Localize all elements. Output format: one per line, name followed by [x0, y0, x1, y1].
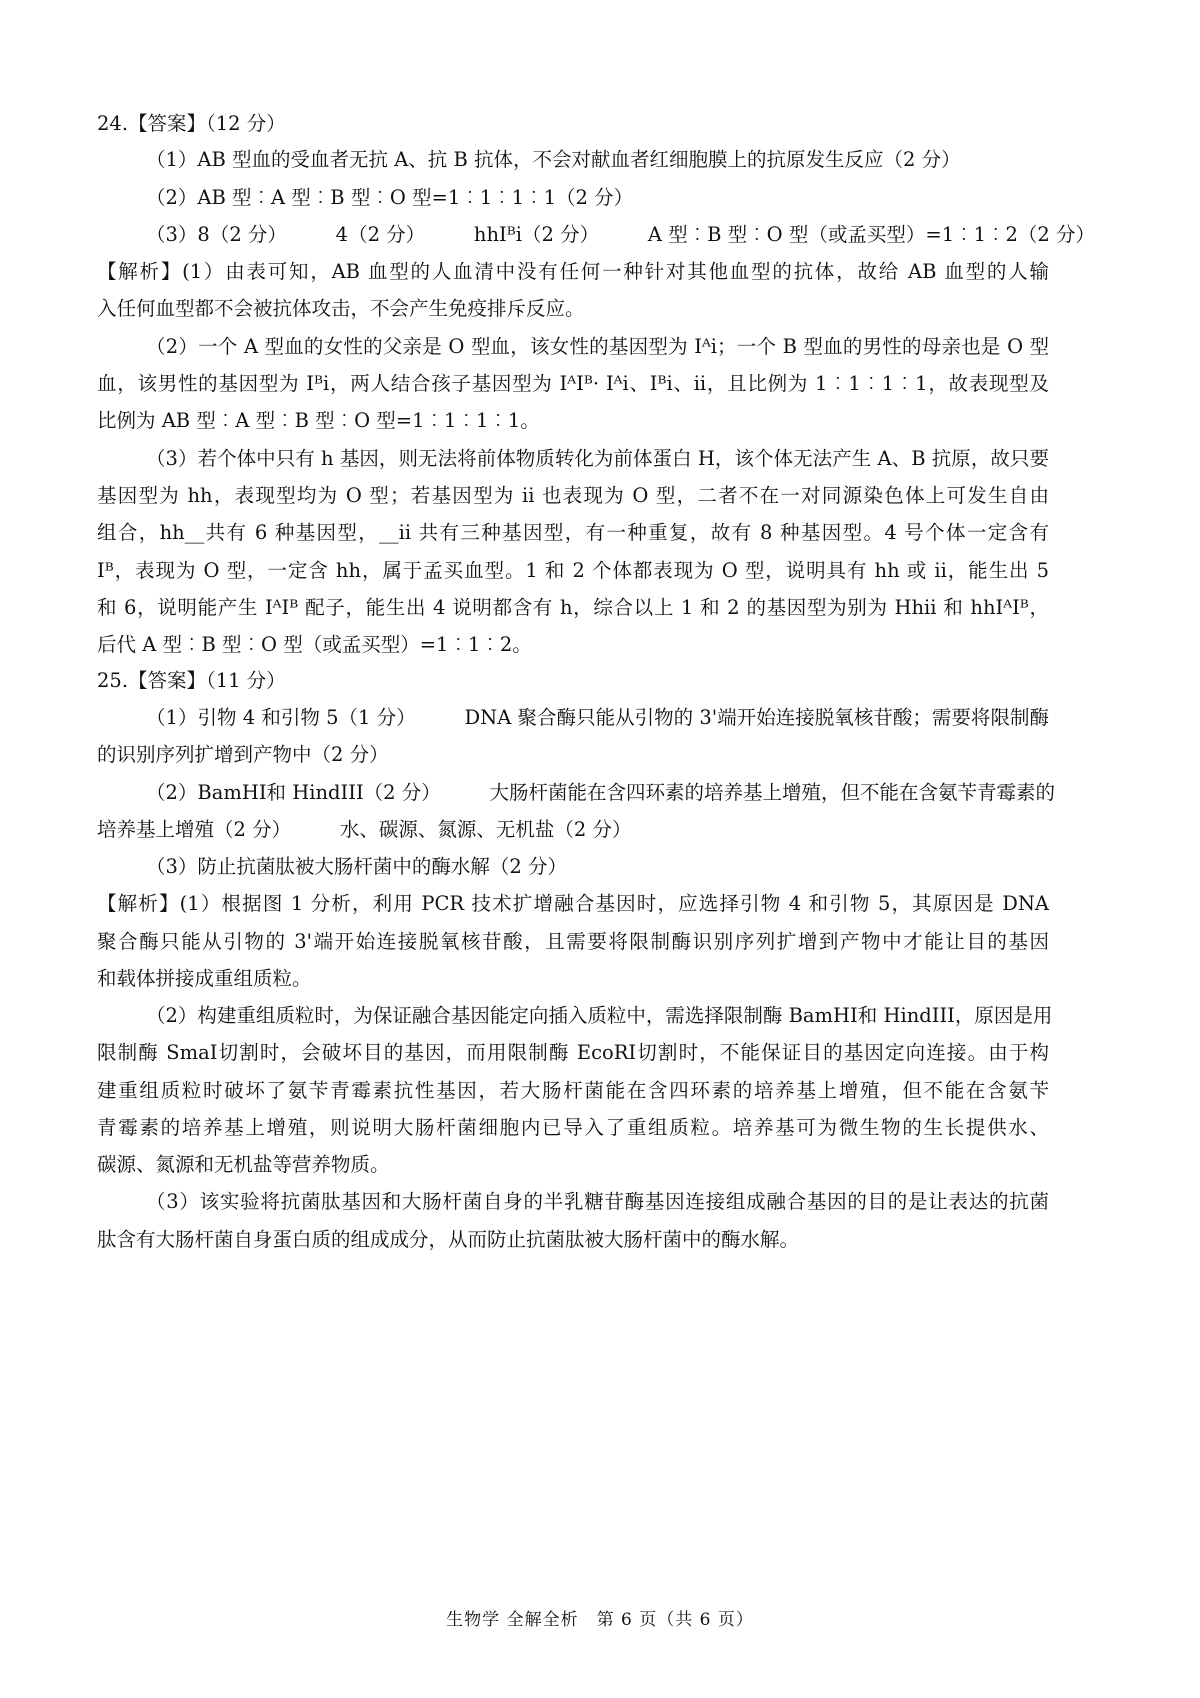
q25-analysis-3-line-2: 肽含有大肠杆菌自身蛋白质的组成成分，从而防止抗菌肽被大肠杆菌中的酶水解。 — [97, 1228, 800, 1251]
q24-analysis-3-line-2: 基因型为 hh，表现型均为 O 型；若基因型为 ii 也表现为 O 型，二者不在一对同源染色体上可发生自由 — [97, 484, 1049, 507]
q25-analysis-3-line-1: （3）该实验将抗菌肽基因和大肠杆菌自身的半乳糖苷酶基因连接组成融合基因的目的是让表达的抗菌 — [146, 1190, 1049, 1213]
question-24-heading: 24.【答案】（12 分） — [97, 112, 286, 135]
q24-answer-1: （1）AB 型血的受血者无抗 A、抗 B 抗体，不会对献血者红细胞膜上的抗原发生反应（2 分） — [146, 148, 961, 171]
q25-analysis-2-line-3: 建重组质粒时破坏了氨苄青霉素抗性基因，若大肠杆菌能在含四环素的培养基上增殖，但不能在含氨苄 — [97, 1079, 1049, 1102]
q24-answer-2: （2）AB 型︰A 型︰B 型︰O 型=1︰1︰1︰1（2 分） — [146, 186, 634, 209]
q24-answer-3: （3）8（2 分） 4（2 分） hhIᴮi（2 分） A 型︰B 型︰O 型（或孟买型）=1︰1︰2（2 分） — [146, 223, 1096, 246]
q24-analysis-3-line-1: （3）若个体中只有 h 基因，则无法将前体物质转化为前体蛋白 H，该个体无法产生 A、B 抗原，故只要 — [146, 447, 1049, 470]
q25-answer-2-line-1: （2）BamHI和 HindIII（2 分） 大肠杆菌能在含四环素的培养基上增殖，但不能在含氨苄青霉素的 — [146, 781, 1056, 804]
q25-analysis-2-line-5: 碳源、氮源和无机盐等营养物质。 — [97, 1153, 390, 1176]
q24-analysis-1-line-2: 入任何血型都不会被抗体攻击，不会产生免疫排斥反应。 — [97, 297, 585, 320]
q24-analysis-2-line-3: 比例为 AB 型︰A 型︰B 型︰O 型=1︰1︰1︰1。 — [97, 409, 540, 432]
q24-analysis-3-line-3: 组合，hh__共有 6 种基因型，__ii 共有三种基因型，有一种重复，故有 8 种基因型。4 号个体一定含有 — [97, 521, 1049, 544]
q25-answer-3: （3）防止抗菌肽被大肠杆菌中的酶水解（2 分） — [146, 855, 568, 878]
q25-analysis-2-line-4: 青霉素的培养基上增殖，则说明大肠杆菌细胞内已导入了重组质粒。培养基可为微生物的生长提供水、 — [97, 1116, 1049, 1139]
page-footer: 生物学 全解全析 第 6 页（共 6 页） — [446, 1610, 754, 1630]
q25-answer-2-line-2: 培养基上增殖（2 分） 水、碳源、氮源、无机盐（2 分） — [97, 818, 632, 841]
question-25-heading: 25.【答案】（11 分） — [97, 669, 286, 692]
q24-analysis-2-line-2: 血，该男性的基因型为 Iᴮi，两人结合孩子基因型为 IᴬIᴮ· Iᴬi、Iᴮi、ii，且比例为 1︰1︰1︰1，故表现型及 — [97, 372, 1049, 395]
q24-analysis-3-line-4: Iᴮ，表现为 O 型，一定含 hh，属于孟买血型。1 和 2 个体都表现为 O 型，说明具有 hh 或 ii，能生出 5 — [97, 559, 1049, 582]
q25-analysis-1-line-3: 和载体拼接成重组质粒。 — [97, 967, 312, 990]
q24-analysis-3-line-5: 和 6，说明能产生 IᴬIᴮ 配子，能生出 4 说明都含有 h，综合以上 1 和 2 的基因型为别为 Hhii 和 hhIᴬIᴮ， — [97, 596, 1049, 619]
q25-answer-1-line-1: （1）引物 4 和引物 5（1 分） DNA 聚合酶只能从引物的 3'端开始连接脱氧核苷酸；需要将限制酶 — [146, 706, 1049, 729]
q25-analysis-2-line-1: （2）构建重组质粒时，为保证融合基因能定向插入质粒中，需选择限制酶 BamHI和 HindIII，原因是用 — [146, 1004, 1053, 1027]
q24-analysis-1-line-1: 【解析】(1）由表可知，AB 血型的人血清中没有任何一种针对其他血型的抗体，故给 AB 血型的人输 — [97, 260, 1049, 283]
q25-analysis-2-line-2: 限制酶 SmaI切割时，会破坏目的基因，而用限制酶 EcoRI切割时，不能保证目的基因定向连接。由于构 — [97, 1041, 1049, 1064]
q24-analysis-2-line-1: （2）一个 A 型血的女性的父亲是 O 型血，该女性的基因型为 Iᴬi；一个 B 型血的男性的母亲也是 O 型 — [146, 335, 1049, 358]
q25-analysis-1-line-2: 聚合酶只能从引物的 3'端开始连接脱氧核苷酸，且需要将限制酶识别序列扩增到产物中才能让目的基因 — [97, 930, 1049, 953]
q25-analysis-1-line-1: 【解析】(1）根据图 1 分析，利用 PCR 技术扩增融合基因时，应选择引物 4 和引物 5，其原因是 DNA — [97, 892, 1049, 915]
q25-answer-1-line-2: 的识别序列扩增到产物中（2 分） — [97, 743, 389, 766]
q24-analysis-3-line-6: 后代 A 型︰B 型︰O 型（或孟买型）=1︰1︰2。 — [97, 633, 532, 656]
